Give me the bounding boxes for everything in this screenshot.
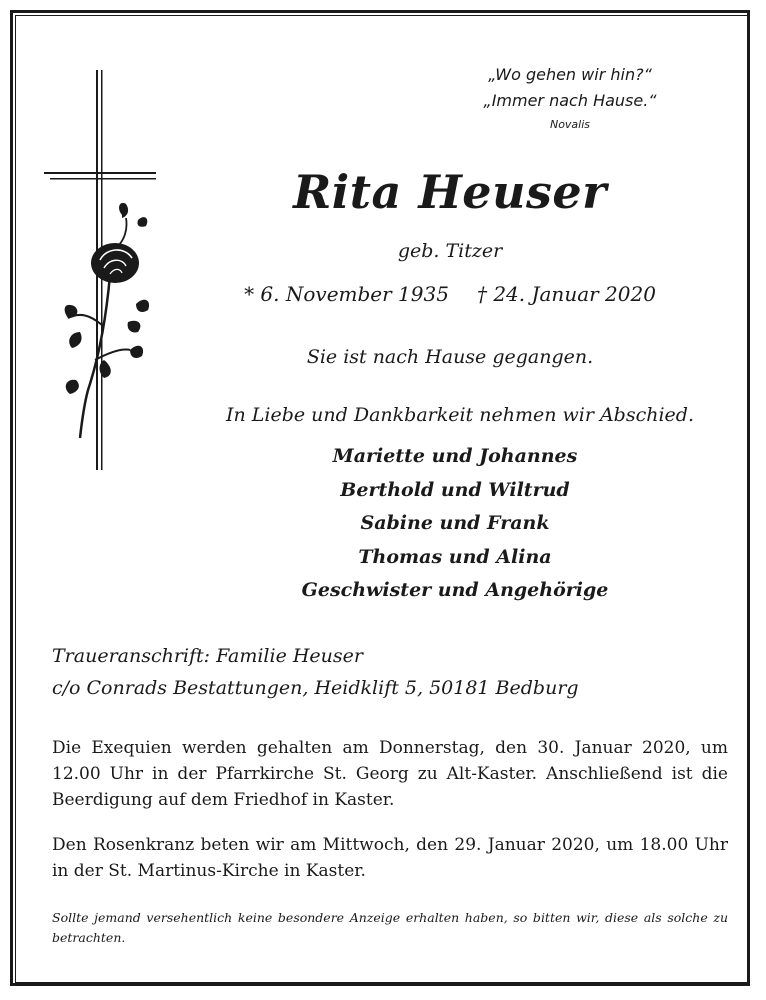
life-dates (200, 282, 700, 306)
address-line-2: c/o Conrads Bestattungen, Heidklift 5, 50181 Bedburg (52, 677, 579, 699)
deceased-name: Rita Heuser (293, 165, 607, 219)
farewell-line: In Liebe und Dankbarkeit nehmen wir Abschied. (226, 404, 694, 426)
saying: Sie ist nach Hause gegangen. (306, 346, 594, 368)
birth-date: * 6. November 1935 (244, 282, 449, 306)
maiden-name: geb. Titzer (397, 240, 503, 262)
motto-line-2: „Immer nach Hause.“ (483, 91, 657, 110)
address-line-1: Traueranschrift: Familie Heuser (52, 645, 363, 667)
notice-note: Sollte jemand versehentlich keine besondere Anzeige erhalten haben, so bitten wir, diese als solche zu betrachten. (52, 910, 728, 945)
mourner-item: Geschwister und Angehörige (301, 579, 609, 601)
rosary-paragraph: Den Rosenkranz beten wir am Mittwoch, den 29. Januar 2020, um 18.00 Uhr in der St. Martinus-Kirche in Kaster. (52, 835, 728, 881)
mourner-item: Sabine und Frank (360, 512, 550, 534)
mourner-item: Mariette und Johannes (332, 445, 578, 467)
mourning-address (52, 640, 732, 704)
cross-with-rose-icon (40, 60, 170, 480)
exequien-paragraph: Die Exequien werden gehalten am Donnerstag, den 30. Januar 2020, um 12.00 Uhr in der Pfarrkirche St. Georg zu Alt-Kaster. Anschließend ist die Beerdigung auf dem Friedhof in Kaster. (52, 738, 728, 810)
death-date: † 24. Januar 2020 (476, 282, 656, 306)
motto-author: Novalis (549, 118, 591, 131)
mourner-item: Thomas und Alina (358, 545, 552, 568)
mourner-item: Berthold und Wiltrud (340, 478, 570, 501)
motto-line-1: „Wo gehen wir hin?“ (488, 65, 652, 84)
mourner-list (210, 440, 700, 608)
